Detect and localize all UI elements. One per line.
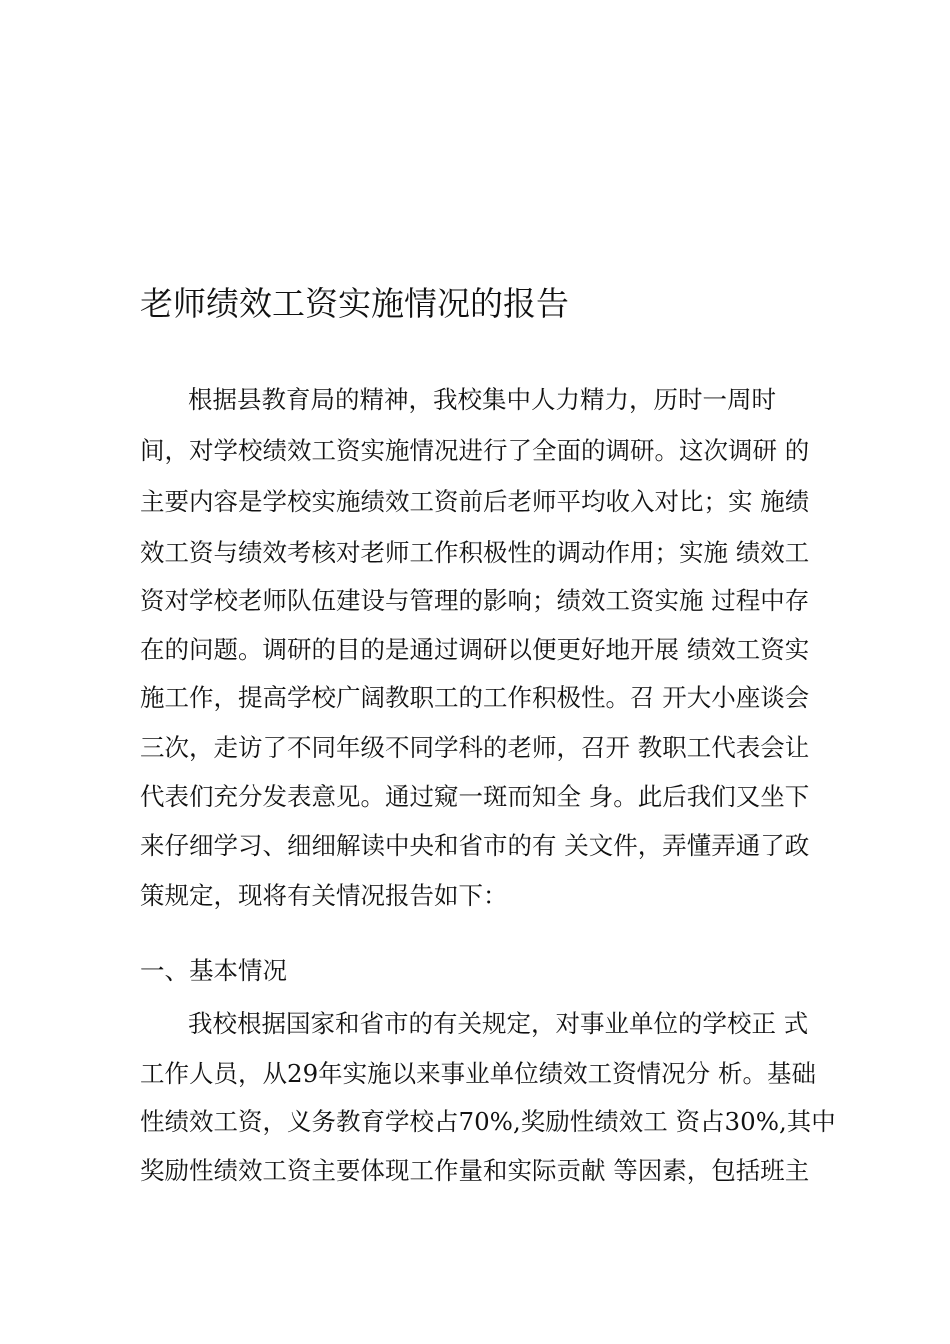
paragraph-line: 代表们充分发表意见。通过窥一斑而知全 身。此后我们又坐下 [140,782,810,811]
paragraph-line: 三次，走访了不同年级不同学科的老师，召开 教职工代表会让 [140,733,810,762]
paragraph-line: 我校根据国家和省市的有关规定，对事业单位的学校正 式 [188,1009,809,1038]
paragraph-line: 施工作，提高学校广阔教职工的工作积极性。召 开大小座谈会 [140,683,810,712]
paragraph-line: 策规定，现将有关情况报告如下： [140,881,508,910]
paragraph-line: 工作人员，从29年实施以来事业单位绩效工资情况分 析。基础 [140,1059,816,1088]
paragraph-line: 奖励性绩效工资主要体现工作量和实际贡献 等因素，包括班主 [140,1156,810,1185]
paragraph-line: 间，对学校绩效工资实施情况进行了全面的调研。这次调研 的 [140,436,810,465]
paragraph-line: 来仔细学习、细细解读中央和省市的有 关文件，弄懂弄通了政 [140,831,810,860]
paragraph-line: 在的问题。调研的目的是通过调研以便更好地开展 绩效工资实 [140,635,810,664]
section-heading: 一、基本情况 [140,956,287,985]
paragraph-line: 效工资与绩效考核对老师工作积极性的调动作用；实施 绩效工 [140,538,810,567]
paragraph-line: 资对学校老师队伍建设与管理的影响；绩效工资实施 过程中存 [140,586,810,615]
paragraph-line: 主要内容是学校实施绩效工资前后老师平均收入对比；实 施绩 [140,487,810,516]
document-title: 老师绩效工资实施情况的报告 [140,284,569,323]
paragraph-line: 性绩效工资，义务教育学校占70%,奖励性绩效工 资占30%,其中 [140,1107,836,1136]
paragraph-line: 根据县教育局的精神，我校集中人力精力，历时一周时 [188,385,776,414]
